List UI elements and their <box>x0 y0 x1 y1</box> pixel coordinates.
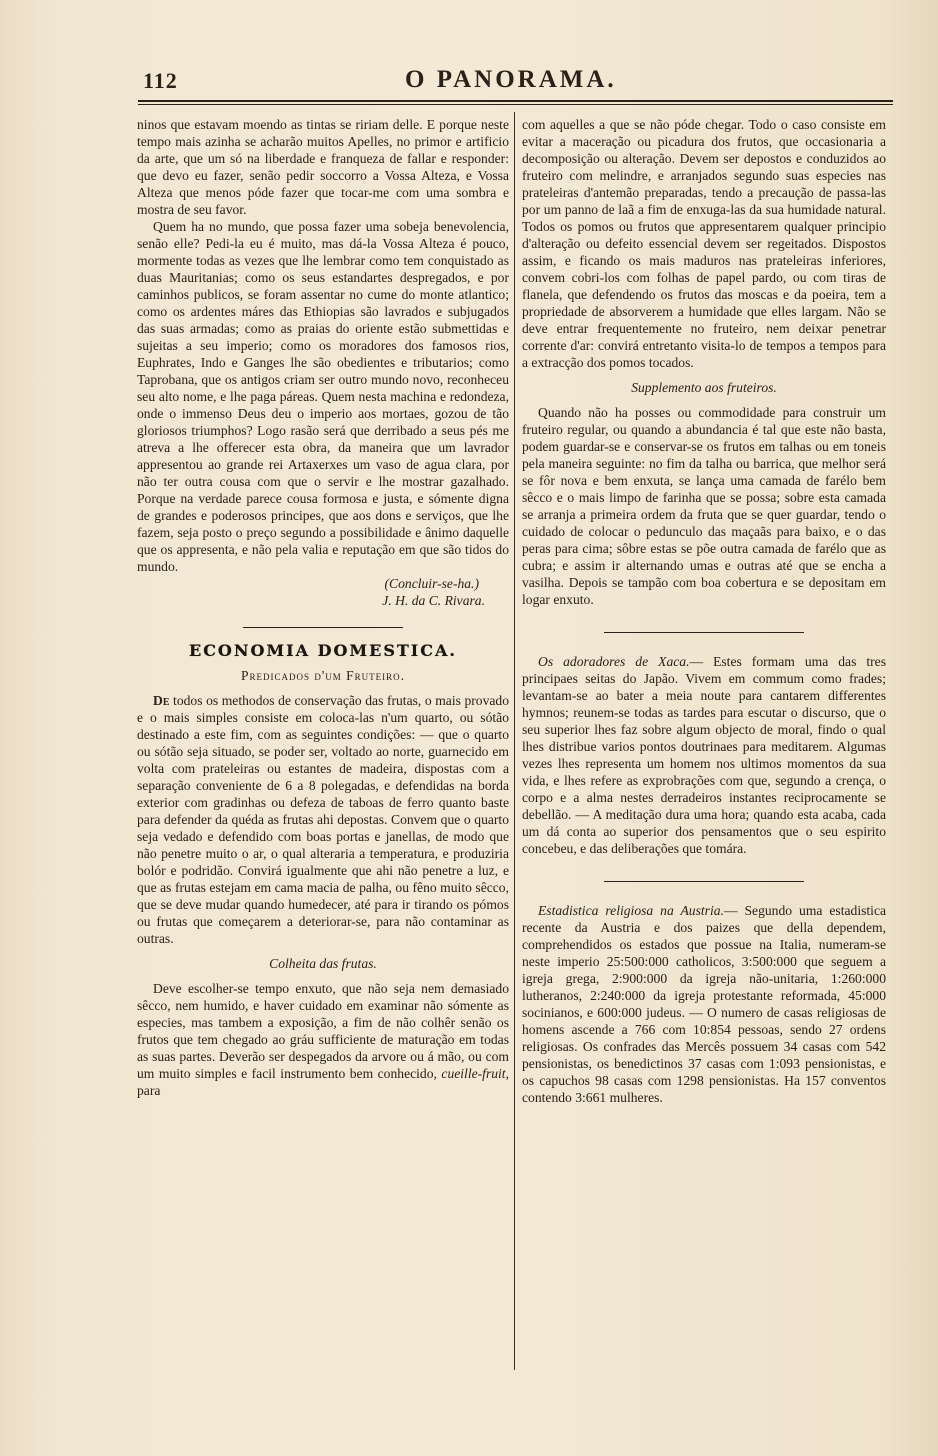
header-rule-thin <box>138 104 893 105</box>
page-header <box>135 62 895 102</box>
body-paragraph: ninos que estavam moendo as tintas se ririam delle. E porque neste tempo mais azinha se acharão muitos Apelles, no primor e artificio da arte, que um só na liberdade e franqueza de fallar e responder: que devo eu fazer, senão pedir soccorro a Vossa Alteza, e Vossa Alteza que menos póde fazer que tocar-me com uma sombra e mostra de seu favor. <box>137 117 509 217</box>
right-column <box>522 116 886 1106</box>
paragraph-text: Deve escolher-se tempo enxuto, que não seja nem demasiado sêcco, nem humido, e haver cuidado em examinar não sómente as especies, mas tambem a exposição, a fim de não colhêr senão os frutos que tem chegado ao gráu sufficiente de maturação em todas as suas partes. Deverão ser despegados da arvore ou á mão, ou com um muito simples e facil instrumento bem conhecido, <box>137 981 509 1081</box>
body-paragraph: Quem ha no mundo, que possa fazer uma sobeja benevolencia, senão elle? Pedi-la eu é muito, mas dá-la Vossa Alteza é pouco, mormente todas as vezes que lhe lembrar como tem conquistado as duas Mauritanias; como os seus estandartes despregados, e por caminhos publicos, se foram assentar no cume do monte atlantico; como os ardentes máres das Ethiopias são lavrados e subjugados das suas armadas; como as praias do oriente estão submettidas e sujeitas a seu imperio; como os moradores dos famosos rios, Euphrates, Indo e Ganges lhe são obedientes e tributarios; como Taprobana, que os antigos criam ser outro mundo novo, reconheceu seu alto nome, e lhe paga páreas. Quem nesta machina e redondeza, onde o immenso Deus deu o imperio aos mortaes, gozou de tão gloriosos triumphos? Logo rasão será que derribado a seus pés me atreva a lhe offerecer esta obra, da maneira que um lavrador appresentou ao grande rei Artaxerxes um vaso de agua clara, por não ter outra cousa com que o servir e lhe mostrar gazalhado. Porque na verdade parece cousa formosa e justa, e sómente digna de grandes e poderosos principes, que aos dons e serviços, que lhe fazem, seja posto o preço segundo a possibilidade e ânimo daquelle que os appresenta, e não pela valia e reputação em que são tidos do mundo. <box>137 219 509 574</box>
subheading: Colheita das frutas. <box>269 956 377 971</box>
body-paragraph <box>522 653 886 857</box>
page-number: 112 <box>143 68 178 93</box>
body-paragraph <box>522 902 886 1106</box>
section-divider <box>243 627 403 628</box>
article-lead: Os adoradores de Xaca. <box>538 654 690 669</box>
section-divider <box>604 881 804 882</box>
body-paragraph <box>137 692 509 947</box>
left-column <box>137 116 509 1099</box>
body-paragraph: com aquelles a que se não póde chegar. Todo o caso consiste em evitar a maceração ou picadura dos frutos, que occasionaria a decomposição ou alteração. Devem ser depostos e conduzidos ao fruteiro com melindre, e arranjados segundo suas especies nas prateleiras d'antemão preparadas, tendo a precaução de passa-las por um panno de laã a fim de enxuga-las da sua humidade natural. Todos os pomos ou frutos que appresentarem qualquer principio d'alteração ou defeito essencial devem ser regeitados. Dispostos assim, e ficando os mais maduros nas prateleiras inferiores, convem cobri-los com folhas de papel pardo, ou com tiras de flanela, que defendendo os frutos das moscas e da poeira, tem a propriedade de absorverem a humidade que elles largam. Não se deve entrar frequentemente no fruteiro, nem deixar penetrar corrente d'ar: convirá entretanto visita-lo de tempos a tempos para a extracção dos pomos tocados. <box>522 117 886 370</box>
subheading: Supplemento aos fruteiros. <box>631 380 777 395</box>
article-lead: Estadistica religiosa na Austria. <box>538 903 724 918</box>
initial-word: De <box>153 693 170 708</box>
column-divider <box>514 112 515 1370</box>
section-title: ECONOMIA DOMESTICA. <box>189 641 457 660</box>
body-paragraph: Quando não ha posses ou commodidade para construir um fruteiro regular, ou quando a abundancia é tal que este não basta, podem guardar-se e conservar-se os frutos em talhas ou em toneis pela maneira seguinte: no fim da talha ou barrica, que melhor será se fôr nova e bem enxuta, se lança uma camada de farélo bem sêcco e o mais limpo de farinha que se possa; sobre esta camada se arranja a primeira ordem da fruta que se quer guardar, tendo o cuidado de colocar o pedunculo das maçaãs para baixo, e o das peras para cima; sôbre estas se põe outra camada de farélo que as cubra; e assim ir alternando umas e outras até que se encha a vasilha. Depois se tampão com boa cobertura e se depositam em logar enxuto. <box>522 405 886 607</box>
paragraph-text: — Segundo uma estadistica recente da Austria e dos paizes que della dependem, comprehendidos os estados que possue na Italia, numeram-se neste imperio 25:500:000 catholicos, 3:500:000 que seguem a igreja grega, 2:900:000 da igreja não-unitaria, 1:260:000 lutheranos, 2:240:000 da igreja protestante reformada, 45:000 socinianos, e 600:000 judeus. — O numero de casas religiosas de homens ascende a 766 com 10:854 pessoas, sendo 27 ordens religiosas. Os confrades das Mercês possuem 34 casas com 542 pensionistas, os benedictinos 37 casas com 1:093 pensionistas, e os capuchos 98 casas com 1298 pensionistas. Ha 157 conventos contendo 3:661 mulheres. <box>522 903 887 1105</box>
paragraph-text: — Estes formam uma das tres principaes seitas do Japão. Vivem em commum como frades; levantam-se ao bater a meia noute para cantarem differentes hymnos; reunem-se todas as tardes para escutar o discurso, que o seu superior lhes faz sobre algum objecto de moral, findo o qual lhes distribue varios pontos doutrinaes para meditarem. Algumas vezes lhes representa um homem nos ultimos momentos da sua vida, e lhes refere as exprobrações com que, segundo a crença, o corpo e a alma nestes derradeiros instantes reciprocamente se debellão. — A meditação dura uma hora; quando esta acaba, cada um dá conta ao superior dos pensamentos que o seu espirito concebeu, e das deliberações que tomára. <box>522 654 886 856</box>
continuation-note: (Concluir-se-ha.) <box>384 576 479 591</box>
masthead-title: O PANORAMA. <box>405 66 617 93</box>
author-signature: J. H. da C. Rivara. <box>382 593 485 608</box>
article-title: Predicados d'um Fruteiro. <box>240 668 406 683</box>
term-italic: cueille-fruit <box>441 1066 506 1081</box>
header-rule <box>138 100 893 102</box>
body-paragraph <box>137 980 509 1099</box>
paragraph-text: todos os methodos de conservação das frutas, o mais provado e o mais simples consiste em coloca-las n'um quarto, ou sótão destinado a este fim, com as seguintes condições: — que o quarto ou sótão seja situado, se poder ser, voltado ao norte, guarnecido em volta com prateleiras ou estantes de madeira, dispostas com a separação conveniente de 6 a 8 polegadas, e defendidas na borda exterior com gradinhas ou defeza de taboas de ferro quanto baste para defender da quéda as frutas ahi depostas. Convem que o quarto seja vedado e defendido com boas portas e janellas, de modo que não penetre muito o ar, o qual alteraria a temperatura, e produziria bolór e podridão. Convirá igualmente que ahi não penetre a luz, e que as frutas estejam em cama macia de palha, ou fêno muito sêcco, que se deve mudar quando humedecer, até para ir tirando os pómos ou frutas que começarem a deteriorar-se, para não contaminar as outras. <box>137 693 509 946</box>
paragraph-text: , para <box>137 1066 509 1098</box>
section-divider <box>604 632 804 633</box>
